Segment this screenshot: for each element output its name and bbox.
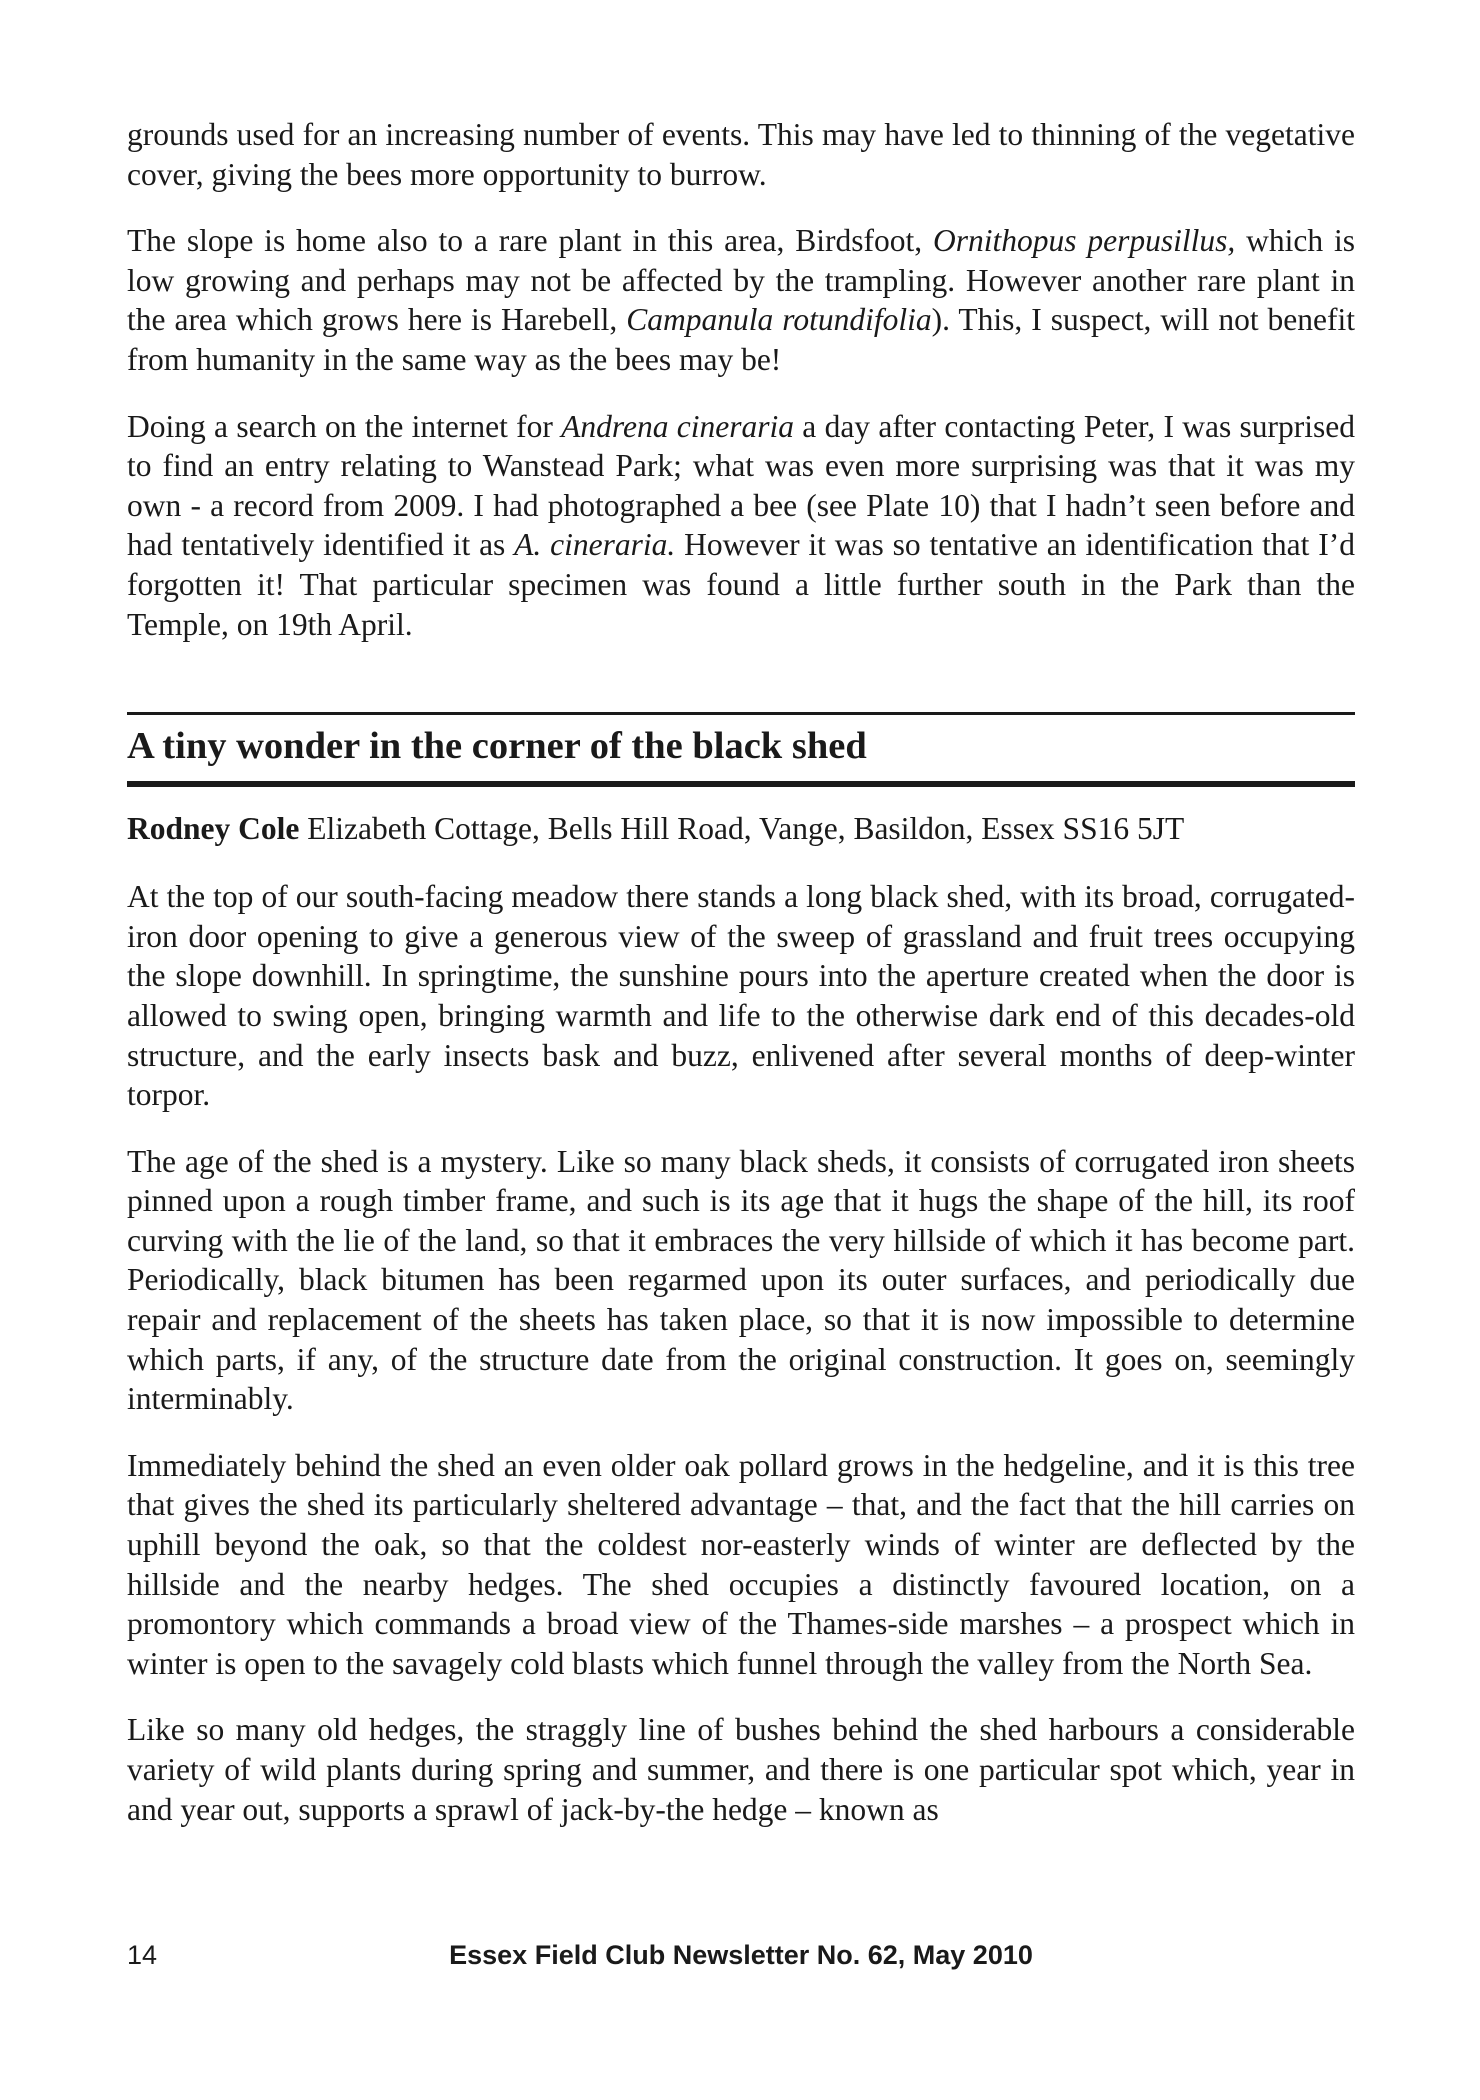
newsletter-title: Essex Field Club Newsletter No. 62, May 2010	[449, 1940, 1033, 1970]
article-paragraph-4: Like so many old hedges, the straggly line of bushes behind the shed harbours a considerable variety of wild plants during spring and summer, and there is one particular spot which, year in and year out, supports a sprawl of jack-by-the hedge – known as	[127, 1712, 1355, 1827]
article-section	[127, 712, 1355, 1829]
page-number: 14	[127, 1940, 158, 1970]
species-name-harebell: Campanula rotundifolia	[626, 302, 932, 338]
author-address: Elizabeth Cottage, Bells Hill Road, Vange, Basildon, Essex SS16 5JT	[299, 811, 1185, 847]
text-run: Doing a search on the internet for	[127, 408, 562, 444]
page-content	[127, 115, 1355, 1856]
byline	[127, 809, 1355, 849]
article-paragraph-1: At the top of our south-facing meadow there stands a long black shed, with its broad, corrugated-iron door opening to give a generous view of the sweep of grassland and fruit trees occupying the slope downhill. In springtime, the sunshine pours into the aperture created when the door is allowed to swing open, bringing warmth and life to the otherwise dark end of this decades-old structure, and the early insects bask and buzz, enlivened after several months of deep-winter torpor.	[127, 879, 1355, 1113]
text-run: However it was so tentative an identification that I’d forgotten it! That particular specimen was found a little further south in the Park than the Temple, on 19th April.	[127, 527, 1356, 642]
text-run: The slope is home also to a rare plant in this area, Birdsfoot,	[127, 223, 934, 259]
title-rule-top	[127, 712, 1355, 715]
species-name-andrena: Andrena cineraria	[561, 408, 794, 444]
text-run: a day after contacting Peter, I was surprised to find an entry relating to Wanstead Park; what was even more surprising was that it was my own - a record from 2009. I had photographed a bee (see Plate 10) that I hadn’t seen before and had tentatively identified it as	[127, 408, 1355, 563]
article-paragraph-3: Immediately behind the shed an even older oak pollard grows in the hedgeline, and it is this tree that gives the shed its particularly sheltered advantage – that, and the fact that the hill carries on uphill beyond the oak, so that the coldest nor-easterly winds of winter are deflected by the hillside and the nearby hedges. The shed occupies a distinctly favoured location, on a promontory which commands a broad view of the Thames-side marshes – a prospect which in winter is open to the savagely cold blasts which funnel through the valley from the North Sea.	[127, 1447, 1355, 1681]
article-paragraph-2: The age of the shed is a mystery. Like so many black sheds, it consists of corrugated iron sheets pinned upon a rough timber frame, and such is its age that it hugs the shape of the hill, its roof curving with the lie of the land, so that it embraces the very hillside of which it has become part. Periodically, black bitumen has been regarmed upon its outer surfaces, and periodically due repair and replacement of the sheets has taken place, so that it is now impossible to determine which parts, if any, of the structure date from the original construction. It goes on, seemingly interminably.	[127, 1143, 1355, 1417]
intro-paragraph-3	[127, 407, 1355, 645]
title-rule-bottom	[127, 781, 1355, 787]
text-run: which is low growing and perhaps may not be affected by the trampling. However another rare plant in the area which grows here is Harebell,	[127, 223, 1356, 338]
page-footer	[127, 1935, 1355, 1975]
intro-paragraph-2	[127, 221, 1355, 379]
text-run: ). This, I suspect, will not benefit from humanity in the same way as the bees may be!	[127, 302, 1356, 377]
species-name-abbrev: A. cineraria.	[514, 527, 676, 563]
intro-paragraph-1: grounds used for an increasing number of events. This may have led to thinning of the vegetative cover, giving the bees more opportunity to burrow.	[127, 117, 1355, 192]
species-name-birdsfoot: Ornithopus perpusillus,	[933, 223, 1236, 259]
author-name: Rodney Cole	[127, 811, 300, 847]
article-title: A tiny wonder in the corner of the black shed	[127, 725, 867, 768]
